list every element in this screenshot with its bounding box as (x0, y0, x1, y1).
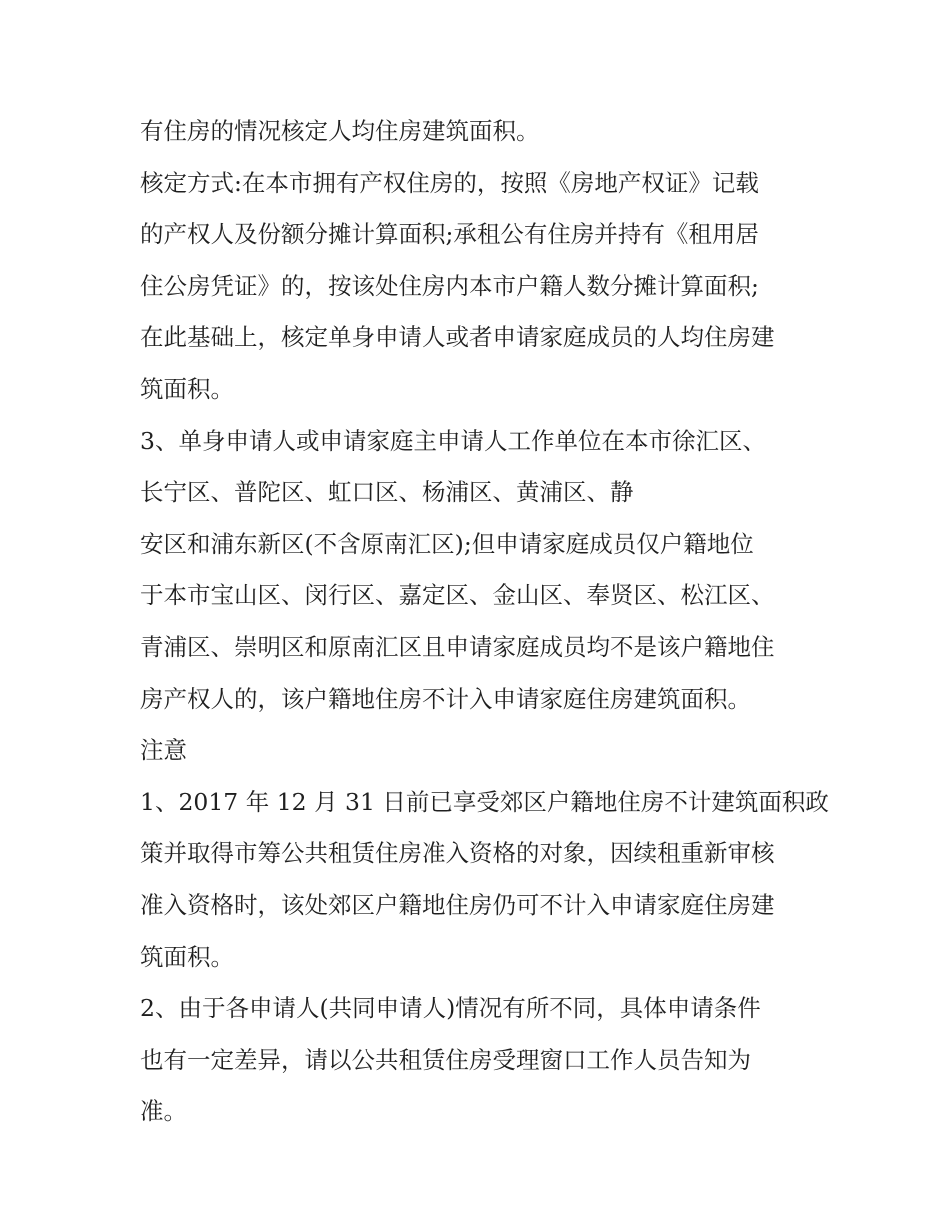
text-line: 也有一定差异，请以公共租赁住房受理窗口工作人员告知为 (140, 1045, 751, 1074)
text-line: 青浦区、崇明区和原南汇区且申请家庭成员均不是该户籍地住 (140, 632, 775, 661)
text-line: 策并取得市筹公共租赁住房准入资格的对象，因续租重新审核 (140, 839, 775, 868)
text-line: 2、由于各申请人(共同申请人)情况有所不同，具体申请条件 (140, 994, 761, 1023)
document-body (140, 106, 830, 1138)
text-line: 筑面积。 (140, 374, 234, 403)
text-line: 准入资格时，该处郊区户籍地住房仍可不计入申请家庭住房建 (140, 890, 775, 919)
text-line: 的产权人及份额分摊计算面积;承租公有住房并持有《租用居 (140, 220, 759, 249)
text-line: 1、2017 年 12 月 31 日前已享受郊区户籍地住房不计建筑面积政 (140, 787, 829, 816)
text-line: 准。 (140, 1097, 187, 1126)
text-line: 住公房凭证》的，按该处住房内本市户籍人数分摊计算面积; (140, 271, 759, 300)
text-line: 3、单身申请人或申请家庭主申请人工作单位在本市徐汇区、 (140, 426, 766, 455)
text-line: 核定方式:在本市拥有产权住房的，按照《房地产权证》记载 (140, 168, 759, 197)
section-heading: 注意 (140, 736, 187, 765)
text-line: 筑面积。 (140, 942, 234, 971)
text-line: 房产权人的，该户籍地住房不计入申请家庭住房建筑面积。 (140, 684, 751, 713)
text-line: 安区和浦东新区(不含原南汇区);但申请家庭成员仅户籍地位 (140, 529, 754, 558)
text-line: 于本市宝山区、闵行区、嘉定区、金山区、奉贤区、松江区、 (140, 581, 775, 610)
text-line: 在此基础上，核定单身申请人或者申请家庭成员的人均住房建 (140, 323, 775, 352)
text-line: 长宁区、普陀区、虹口区、杨浦区、黄浦区、静 (140, 478, 634, 507)
text-line: 有住房的情况核定人均住房建筑面积。 (140, 117, 540, 145)
